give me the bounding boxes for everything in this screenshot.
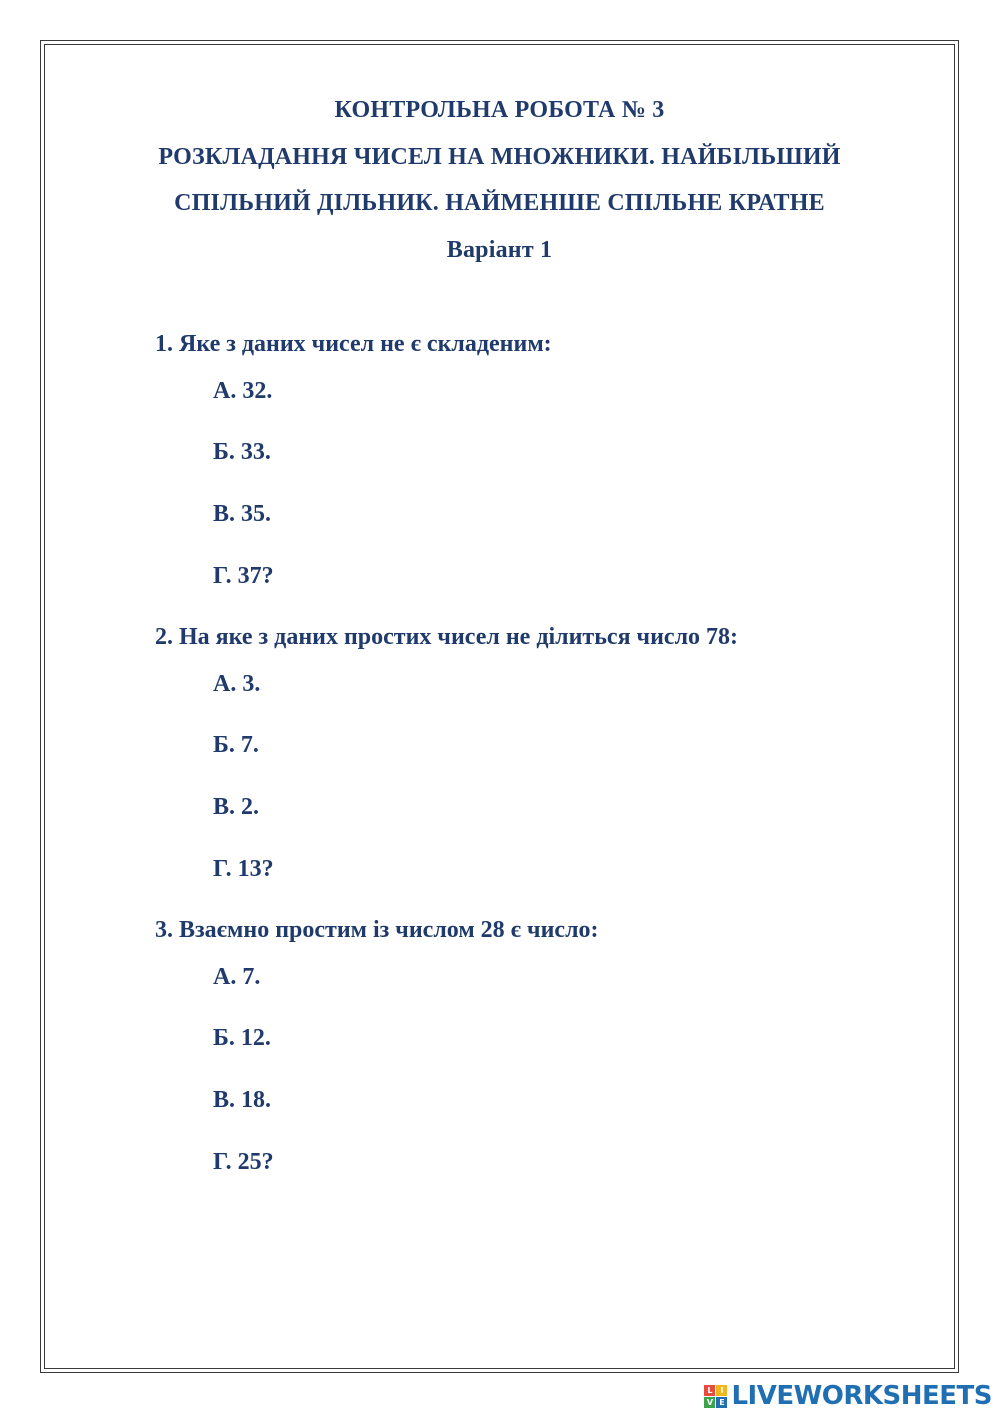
question-1-option-c[interactable]: В. 35. — [213, 501, 272, 527]
variant-label: Варіант 1 — [446, 237, 553, 263]
question-1-option-d[interactable]: Г. 37? — [213, 563, 274, 589]
logo-block: I — [716, 1385, 727, 1396]
question-3-option-d[interactable]: Г. 25? — [213, 1149, 274, 1175]
question-1-option-b[interactable]: Б. 33. — [213, 439, 271, 465]
question-3: 3. Взаємно простим із числом 28 є число: — [155, 917, 599, 943]
question-2-option-d[interactable]: Г. 13? — [213, 856, 274, 882]
question-2-option-b[interactable]: Б. 7. — [213, 732, 259, 758]
topic-line-1: РОЗКЛАДАННЯ ЧИСЕЛ НА МНОЖНИКИ. НАЙБІЛЬШИЙ — [158, 144, 841, 170]
question-2-option-a[interactable]: А. 3. — [213, 671, 261, 697]
question-1-option-a[interactable]: А. 32. — [213, 378, 273, 404]
logo-block: V — [704, 1397, 715, 1408]
liveworksheets-logo — [704, 1381, 992, 1411]
question-3-option-a[interactable]: А. 7. — [213, 964, 261, 990]
question-1: 1. Яке з даних чисел не є складеним: — [155, 331, 552, 357]
logo-block: L — [704, 1385, 715, 1396]
topic-line-2: СПІЛЬНИЙ ДІЛЬНИК. НАЙМЕНШЕ СПІЛЬНЕ КРАТНЕ — [174, 190, 825, 216]
question-3-option-b[interactable]: Б. 12. — [213, 1025, 271, 1051]
question-2-option-c[interactable]: В. 2. — [213, 794, 260, 820]
question-3-option-c[interactable]: В. 18. — [213, 1087, 272, 1113]
logo-block: E — [716, 1397, 727, 1408]
test-title: КОНТРОЛЬНА РОБОТА № 3 — [334, 97, 665, 123]
question-2: 2. На яке з даних простих чисел не ділиться число 78: — [155, 624, 739, 650]
logo-blocks-icon — [704, 1385, 727, 1408]
logo-text: LIVEWORKSHEETS — [731, 1381, 992, 1411]
